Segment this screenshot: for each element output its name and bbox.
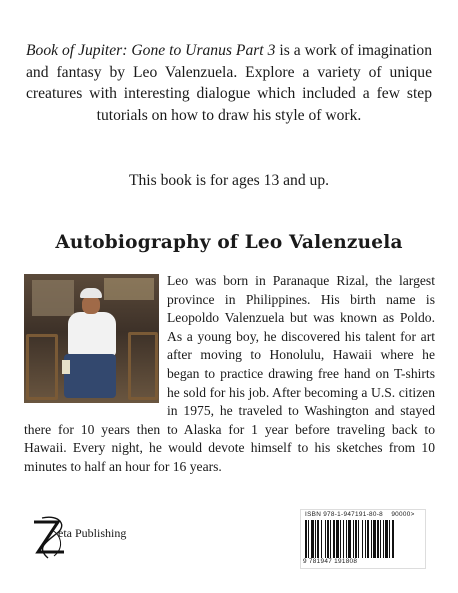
barcode-bar (367, 520, 369, 558)
barcode-bar (346, 520, 347, 558)
barcode-bar (327, 520, 329, 558)
barcode-bar (333, 520, 335, 558)
barcode-bar (321, 520, 322, 558)
barcode-bar (389, 520, 390, 558)
barcode-bar (362, 520, 363, 558)
barcode-bar (336, 520, 339, 558)
barcode-bar (371, 520, 372, 558)
barcode-bar (317, 520, 319, 558)
barcode-bar (311, 520, 314, 558)
barcode-bar (315, 520, 316, 558)
barcode-bar (392, 520, 394, 558)
author-photo (24, 274, 159, 403)
barcode-bar (377, 520, 379, 558)
barcode-bar (365, 520, 366, 558)
barcode-bar (305, 520, 307, 558)
barcode-bar (330, 520, 331, 558)
barcode-bar (343, 520, 344, 558)
isbn-label: ISBN 978-1-947191-80-8 90000> (305, 511, 415, 518)
barcode-bar (358, 520, 359, 558)
barcode-bar (348, 520, 351, 558)
barcode-bars (305, 520, 421, 558)
book-description (26, 40, 432, 126)
barcode-bar (308, 520, 309, 558)
barcode-bar (340, 520, 341, 558)
barcode-digits: 9 781947 191808 (303, 558, 358, 565)
autobiography-heading: Autobiography of Leo Valenzuela (55, 232, 403, 253)
age-recommendation: This book is for ages 13 and up. (128, 172, 330, 189)
barcode-bar (353, 520, 354, 558)
autobiography-text: Leo was born in Paranaque Rizal, the largest province in Philippines. His birth name is Leopoldo Valenzuela but was known as Poldo. As a young boy, he discovered his talent for art after moving to Honolulu, Hawaii where he began to practice drawing free hand on T-shirts he sold for his job. After becoming a U.S. citizen in 1975, he traveled to Washington and stayed there for 10 years then to Alaska for 1 year before traveling back to Hawaii. Every night, he would devote himself to his sketches from 10 minutes to half an hour for 16 years. (24, 273, 435, 474)
book-description-text: is a work of imagination and fantasy by Leo Valenzuela. Explore a variety of unique creatures with interesting dialogue which included a few step tutorials on how to draw his style of work. (26, 42, 433, 124)
isbn-barcode (300, 509, 426, 569)
book-title: Book of Jupiter: Gone to Uranus Part 3 (26, 42, 276, 59)
barcode-bar (383, 520, 384, 558)
barcode-bar (373, 520, 376, 558)
barcode-bar (380, 520, 381, 558)
barcode-bar (355, 520, 357, 558)
barcode-bar (385, 520, 388, 558)
publisher-name: eta Publishing (58, 526, 127, 540)
barcode-bar (325, 520, 326, 558)
autobiography-section (24, 272, 435, 477)
